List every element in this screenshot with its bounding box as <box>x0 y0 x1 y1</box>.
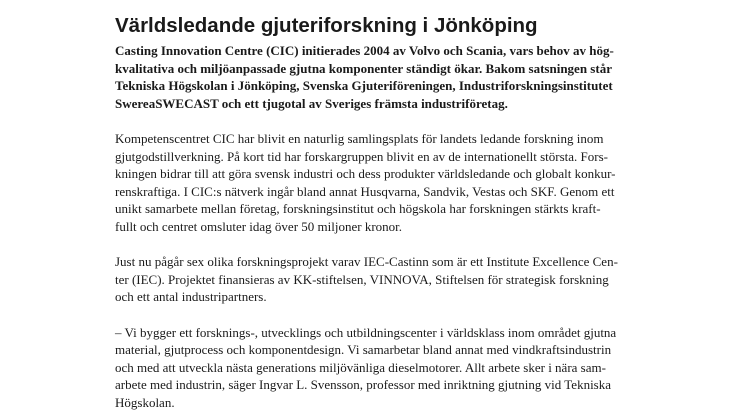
paragraph-line: Högskolan. <box>115 394 175 410</box>
paragraph-line: fullt och centret omsluter idag över 50 miljoner kronor. <box>115 218 403 234</box>
lead-line: Casting Innovation Centre (CIC) initierades 2004 av Volvo och Scania, vars behov av hög- <box>115 43 614 58</box>
lead-line: kvalitativa och miljöanpassade gjutna komponenter ständigt ökar. Bakom satsningen står <box>115 60 612 76</box>
paragraph-line: kningen bidrar till att göra svensk industri och dess produkter världsledande och globalt konkur- <box>115 166 616 182</box>
paragraph-line: – Vi bygger ett forsknings-, utvecklings och utbildningscenter i världsklass inom området gjutna <box>115 324 617 340</box>
body-paragraph-1 <box>115 130 635 236</box>
paragraph-spacer <box>115 306 635 324</box>
paragraph-line: och med att utveckla nästa generations miljövänliga dieselmotorer. Allt arbete sker i nära sam- <box>115 359 606 375</box>
paragraph-line: Kompetenscentret CIC har blivit en naturlig samlingsplats för landets ledande forskning inom <box>115 130 604 146</box>
article-lead <box>115 42 635 112</box>
paragraph-line: material, gjutprocess och komponentdesign. Vi samarbetar bland annat med vindkraftsindustrin <box>115 342 612 358</box>
lead-line: SwereaSWECAST och ett tjugotal av Sveriges främsta industriföretag. <box>115 95 508 111</box>
body-paragraph-3 <box>115 324 635 412</box>
paragraph-line: renskraftiga. I CIC:s nätverk ingår bland annat Husqvarna, Sandvik, Vestas och SKF. Genom ett <box>115 183 615 199</box>
article <box>115 14 635 411</box>
paragraph-line: ter (IEC). Projektet finansieras av KK-stiftelsen, VINNOVA, Stiftelsen för strategisk forskning <box>115 271 609 287</box>
paragraph-line: Just nu pågår sex olika forskningsprojekt varav IEC-Castinn som är ett Institute Excellence Cen- <box>115 254 618 270</box>
paragraph-line: arbete med industrin, säger Ingvar L. Svensson, professor med inriktning gjutning vid Tekniska <box>115 377 612 393</box>
body-paragraph-2 <box>115 253 635 306</box>
article-title: Världsledande gjuteriforskning i Jönköping <box>115 14 538 37</box>
paragraph-spacer <box>115 112 635 130</box>
paragraph-spacer <box>115 236 635 254</box>
paragraph-line: och ett antal industripartners. <box>115 289 267 305</box>
lead-line: Tekniska Högskolan i Jönköping, Svenska Gjuteriföreningen, Industriforskningsinstitutet <box>115 78 613 94</box>
paragraph-line: unikt samarbete mellan företag, forskningsinstitut och högskola har forskningen stärkts kraft- <box>115 201 601 217</box>
paragraph-line: gjutgodstillverkning. På kort tid har forskargruppen blivit en av de internationellt största. Fors- <box>115 148 608 164</box>
